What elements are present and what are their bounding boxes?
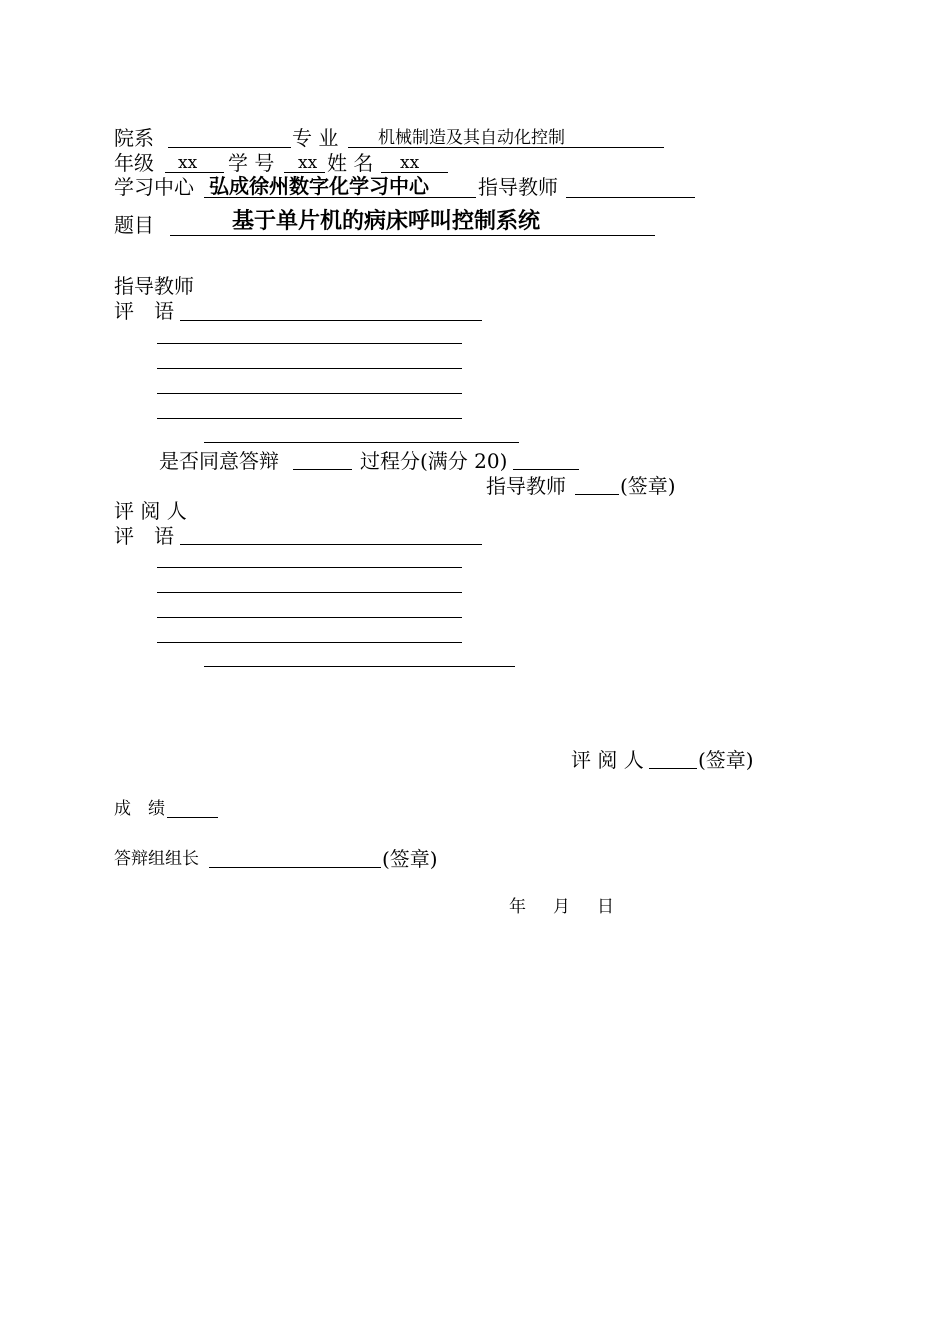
advisor-comment-line-3[interactable] [157, 368, 462, 369]
major-value: 机械制造及其自动化控制 [378, 128, 565, 148]
topic-label: 题目 [114, 213, 154, 237]
leader-sign-blank[interactable] [209, 867, 381, 868]
final-grade-label: 成 绩 [114, 799, 165, 819]
reviewer-comment-label: 评 语 [114, 524, 174, 548]
leader-label: 答辩组组长 [114, 849, 199, 869]
date-month-label: 月 [553, 897, 570, 917]
topic-value: 基于单片机的病床呼叫控制系统 [232, 209, 541, 234]
reviewer-sign-label: 评 阅 人 [571, 748, 644, 772]
advisor-comment-line-4[interactable] [157, 393, 462, 394]
grade-label: 年级 [114, 151, 154, 175]
advisor-comment-label: 评 语 [114, 299, 174, 323]
advisor-sign-suffix: (签章) [620, 474, 676, 498]
topic-underline [170, 235, 655, 236]
center-label: 学习中心 [114, 175, 194, 199]
score-blank[interactable] [513, 469, 579, 470]
reviewer-section-heading: 评 阅 人 [114, 499, 187, 523]
advisor-sign-label: 指导教师 [486, 474, 566, 498]
leader-sign-suffix: (签章) [382, 847, 438, 871]
department-label: 院系 [114, 126, 154, 150]
advisor-comment-line-2[interactable] [157, 343, 462, 344]
department-blank[interactable] [168, 147, 291, 148]
advisor-comment-line-5[interactable] [157, 418, 462, 419]
reviewer-comment-line-2[interactable] [157, 567, 462, 568]
final-grade-blank[interactable] [167, 817, 218, 818]
grade-value: xx [178, 153, 198, 173]
reviewer-comment-line-5[interactable] [157, 642, 462, 643]
date-day-label: 日 [597, 897, 614, 917]
reviewer-comment-line-4[interactable] [157, 617, 462, 618]
advisor-sign-blank[interactable] [575, 494, 619, 495]
reviewer-comment-line-3[interactable] [157, 592, 462, 593]
reviewer-comment-line-6[interactable] [204, 666, 515, 667]
agree-label: 是否同意答辩 [159, 449, 279, 473]
center-value: 弘成徐州数字化学习中心 [209, 174, 429, 198]
advisor-section-heading: 指导教师 [114, 274, 194, 298]
name-value: xx [400, 153, 420, 173]
major-label: 专 业 [292, 126, 339, 150]
reviewer-comment-line-1[interactable] [180, 544, 482, 545]
reviewer-sign-blank[interactable] [649, 768, 697, 769]
student-id-label: 学 号 [228, 151, 275, 175]
agree-blank[interactable] [293, 469, 352, 470]
advisor-blank[interactable] [566, 197, 695, 198]
student-id-value: xx [298, 153, 318, 173]
reviewer-sign-suffix: (签章) [698, 748, 754, 772]
date-year-label: 年 [509, 897, 526, 917]
advisor-comment-line-6[interactable] [204, 442, 519, 443]
advisor-label: 指导教师 [478, 175, 558, 199]
score-label: 过程分(满分 20) [360, 449, 508, 473]
advisor-comment-line-1[interactable] [180, 320, 482, 321]
name-label: 姓 名 [327, 151, 374, 175]
